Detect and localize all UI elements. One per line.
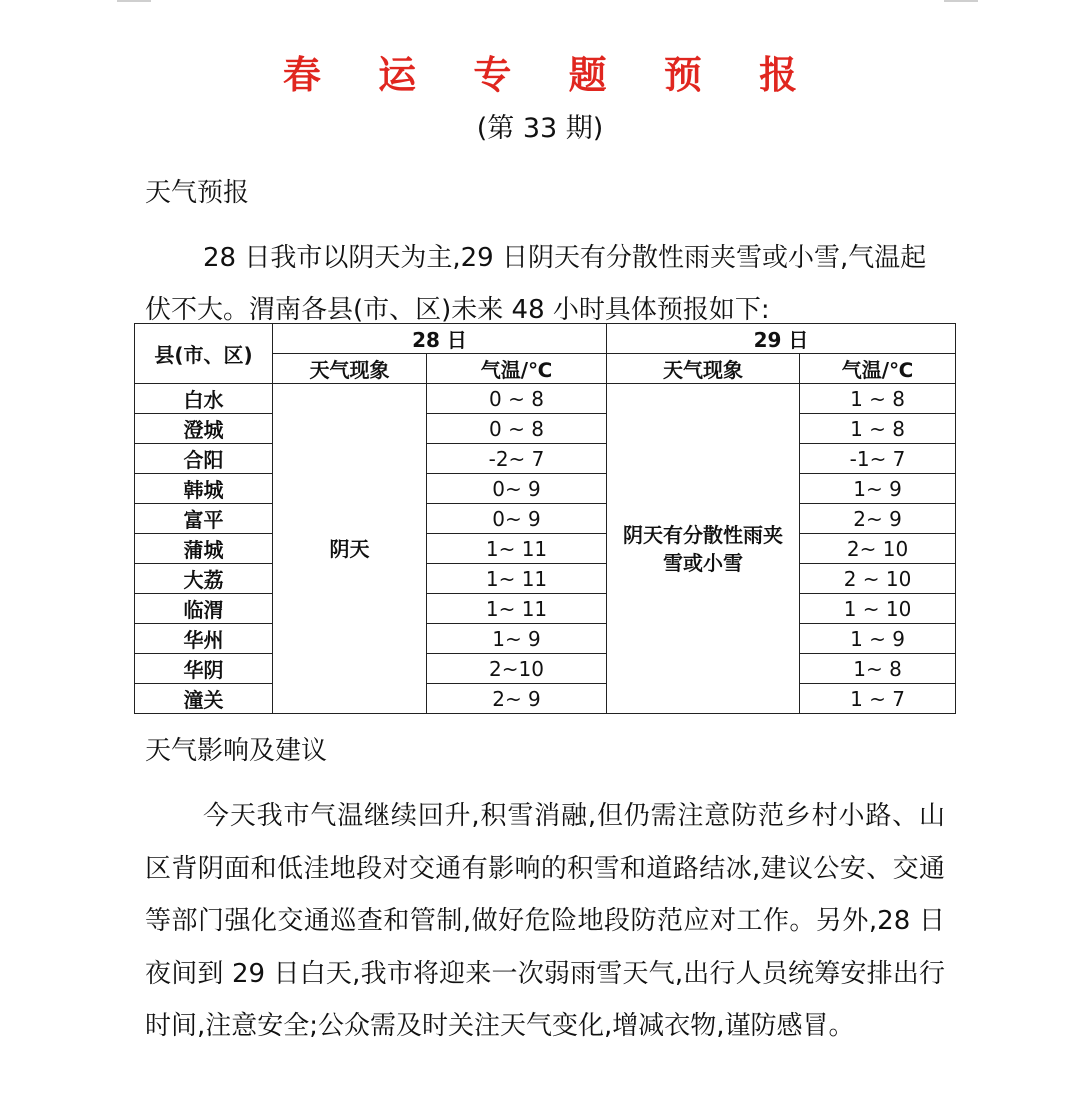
day2-temp-cell: 2~ 10 <box>800 534 956 564</box>
day1-temp-cell: 0 ~ 8 <box>427 384 607 414</box>
day2-temp-cell: 1 ~ 8 <box>800 414 956 444</box>
day2-temp-cell: 1 ~ 10 <box>800 594 956 624</box>
document-title: 春 运 专 题 预 报 <box>282 53 820 97</box>
table-row <box>135 534 956 564</box>
day2-temp-cell: -1~ 7 <box>800 444 956 474</box>
county-cell: 澄城 <box>135 414 273 444</box>
top-edge-mark-right <box>944 0 978 2</box>
table-row <box>135 624 956 654</box>
day1-temp-cell: 1~ 11 <box>427 594 607 624</box>
day2-temp-cell: 1~ 8 <box>800 654 956 684</box>
county-cell: 韩城 <box>135 474 273 504</box>
day1-temp-cell: 2~ 9 <box>427 684 607 714</box>
day2-temp-cell: 1 ~ 8 <box>800 384 956 414</box>
table-row <box>135 654 956 684</box>
table-row <box>135 414 956 444</box>
county-cell: 白水 <box>135 384 273 414</box>
county-cell: 大荔 <box>135 564 273 594</box>
day1-header: 28 日 <box>273 324 607 354</box>
table-row <box>135 504 956 534</box>
day2-temp-cell: 1 ~ 7 <box>800 684 956 714</box>
county-header: 县(市、区) <box>135 324 273 384</box>
day1-weather-cell: 阴天 <box>273 384 427 714</box>
forecast-table <box>134 323 956 714</box>
county-cell: 潼关 <box>135 684 273 714</box>
issue-number: (第 33 期) <box>476 113 604 144</box>
table-row <box>135 564 956 594</box>
day2-temp-cell: 1 ~ 9 <box>800 624 956 654</box>
table-row <box>135 444 956 474</box>
top-edge-mark-left <box>117 0 151 2</box>
day2-header: 29 日 <box>607 324 956 354</box>
county-cell: 华州 <box>135 624 273 654</box>
county-cell: 华阴 <box>135 654 273 684</box>
advice-paragraph: 今天我市气温继续回升,积雪消融,但仍需注意防范乡村小路、山区背阴面和低洼地段对交通有影响的积雪和道路结冰,建议公安、交通等部门强化交通巡查和管制,做好危险地段防范应对工作。另外,28 日夜间到 29 日白天,我市将迎来一次弱雨雪天气,出行人员统筹安排出行时间,注意安全;公众需及时关注天气变化,增减衣物,谨防感冒。 <box>145 801 945 1041</box>
county-cell: 临渭 <box>135 594 273 624</box>
day1-temp-cell: 0 ~ 8 <box>427 414 607 444</box>
section-heading-advice: 天气影响及建议 <box>145 736 328 766</box>
day2-weather-cell: 阴天有分散性雨夹雪或小雪 <box>607 384 800 714</box>
day2-temp-cell: 1~ 9 <box>800 474 956 504</box>
county-cell: 蒲城 <box>135 534 273 564</box>
day2-temp-cell: 2 ~ 10 <box>800 564 956 594</box>
day1-temp-cell: -2~ 7 <box>427 444 607 474</box>
day1-temp-header: 气温/℃ <box>427 354 607 384</box>
county-cell: 合阳 <box>135 444 273 474</box>
day2-temp-cell: 2~ 9 <box>800 504 956 534</box>
table-row <box>135 684 956 714</box>
table-row <box>135 384 956 414</box>
day1-temp-cell: 1~ 11 <box>427 564 607 594</box>
day1-temp-cell: 1~ 11 <box>427 534 607 564</box>
section-heading-forecast: 天气预报 <box>145 178 250 208</box>
day1-temp-cell: 0~ 9 <box>427 474 607 504</box>
day1-temp-cell: 2~10 <box>427 654 607 684</box>
day2-temp-header: 气温/℃ <box>800 354 956 384</box>
table-row <box>135 594 956 624</box>
table-row <box>135 474 956 504</box>
forecast-paragraph: 28 日我市以阴天为主,29 日阴天有分散性雨夹雪或小雪,气温起伏不大。渭南各县(市、区)未来 48 小时具体预报如下: <box>145 243 927 325</box>
day1-temp-cell: 1~ 9 <box>427 624 607 654</box>
day1-temp-cell: 0~ 9 <box>427 504 607 534</box>
county-cell: 富平 <box>135 504 273 534</box>
day2-weather-header: 天气现象 <box>607 354 800 384</box>
day1-weather-header: 天气现象 <box>273 354 427 384</box>
